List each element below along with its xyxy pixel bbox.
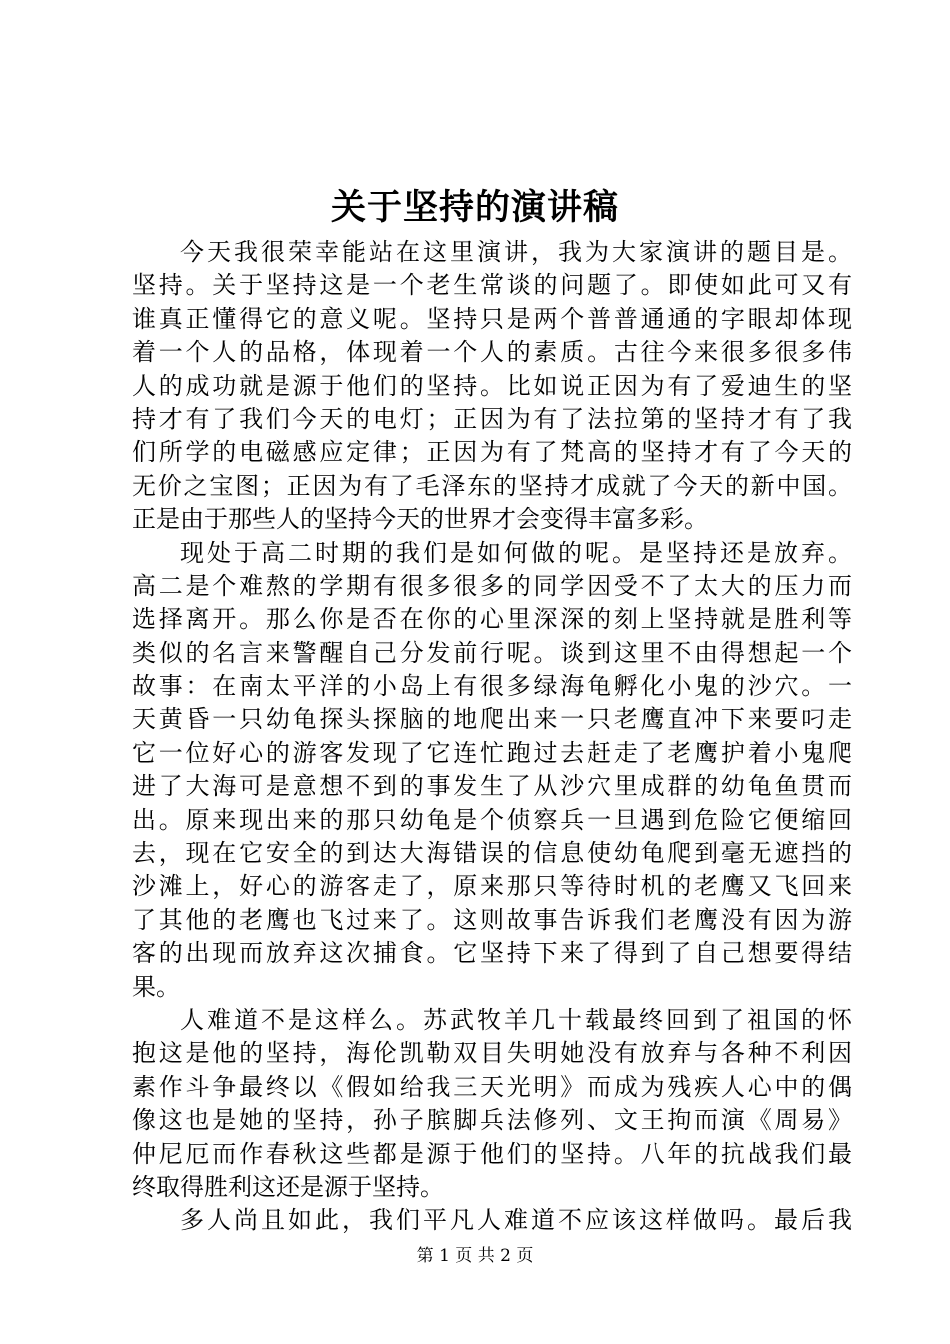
paragraph-2-line-1: 现处于高二时期的我们是如何做的呢。是坚持还是放弃。 [180,538,852,567]
paragraph-2-line-3: 选择离开。那么你是否在你的心里深深的刻上坚持就是胜利等 [132,605,852,634]
paragraph-1-line-2: 坚持。关于坚持这是一个老生常谈的问题了。即使如此可又有 [132,271,852,300]
paragraph-2-line-7: 它一位好心的游客发现了它连忙跑过去赶走了老鹰护着小鬼爬 [132,738,852,767]
paragraph-2-line-2: 高二是个难熬的学期有很多很多的同学因受不了太大的压力而 [132,571,852,600]
paragraph-4-line-1: 多人尚且如此，我们平凡人难道不应该这样做吗。最后我 [180,1206,852,1235]
paragraph-3-line-5: 仲尼厄而作春秋这些都是源于他们的坚持。八年的抗战我们最 [132,1139,852,1168]
paragraph-3-line-3: 素作斗争最终以《假如给我三天光明》而成为残疾人心中的偶 [132,1072,852,1101]
paragraph-3-line-6: 终取得胜利这还是源于坚持。 [132,1172,444,1201]
paragraph-2-line-13: 客的出现而放弃这次捕食。它坚持下来了得到了自己想要得结 [132,939,852,968]
paragraph-2-line-4: 类似的名言来警醒自己分发前行呢。谈到这里不由得想起一个 [132,638,852,667]
paragraph-1-line-8: 无价之宝图；正因为有了毛泽东的坚持才成就了今天的新中国。 [132,471,852,500]
paragraph-1-line-4: 着一个人的品格，体现着一个人的素质。古往今来很多很多伟 [132,338,852,367]
document-body [132,236,852,1238]
paragraph-2-line-6: 天黄昏一只幼龟探头探脑的地爬出来一只老鹰直冲下来要叼走 [132,705,852,734]
document-title: 关于坚持的演讲稿 [330,187,619,228]
paragraph-2-line-10: 去，现在它安全的到达大海错误的信息使幼龟爬到毫无遮挡的 [132,839,852,868]
paragraph-1-line-3: 谁真正懂得它的意义呢。坚持只是两个普普通通的字眼却体现 [132,304,852,333]
paragraph-3-line-2: 抱这是他的坚持，海伦凯勒双目失明她没有放弃与各种不利因 [132,1039,852,1068]
paragraph-2-line-8: 进了大海可是意想不到的事发生了从沙穴里成群的幼龟鱼贯而 [132,772,852,801]
paragraph-1-line-1: 今天我很荣幸能站在这里演讲，我为大家演讲的题目是。 [180,238,852,266]
paragraph-1-line-6: 持才有了我们今天的电灯；正因为有了法拉第的坚持才有了我 [132,404,852,433]
paragraph-2-line-9: 出。原来现出来的那只幼龟是个侦察兵一旦遇到危险它便缩回 [132,805,852,834]
paragraph-1-line-5: 人的成功就是源于他们的坚持。比如说正因为有了爱迪生的坚 [132,371,852,400]
paragraph-1-line-9: 正是由于那些人的坚持今天的世界才会变得丰富多彩。 [132,505,708,534]
paragraph-2-line-5: 故事：在南太平洋的小岛上有很多绿海龟孵化小鬼的沙穴。一 [132,672,852,701]
paragraph-2-line-14: 果。 [132,972,180,1001]
page-number-footer: 第 1 页 共 2 页 [416,1246,534,1266]
paragraph-1-line-7: 们所学的电磁感应定律；正因为有了梵高的坚持才有了今天的 [132,438,852,467]
paragraph-3-line-4: 像这也是她的坚持，孙子膑脚兵法修列、文王拘而演《周易》 [132,1106,852,1135]
paragraph-2-line-12: 了其他的老鹰也飞过来了。这则故事告诉我们老鹰没有因为游 [132,905,852,934]
paragraph-2-line-11: 沙滩上，好心的游客走了，原来那只等待时机的老鹰又飞回来 [132,872,852,901]
paragraph-3-line-1: 人难道不是这样么。苏武牧羊几十载最终回到了祖国的怀 [180,1005,852,1034]
